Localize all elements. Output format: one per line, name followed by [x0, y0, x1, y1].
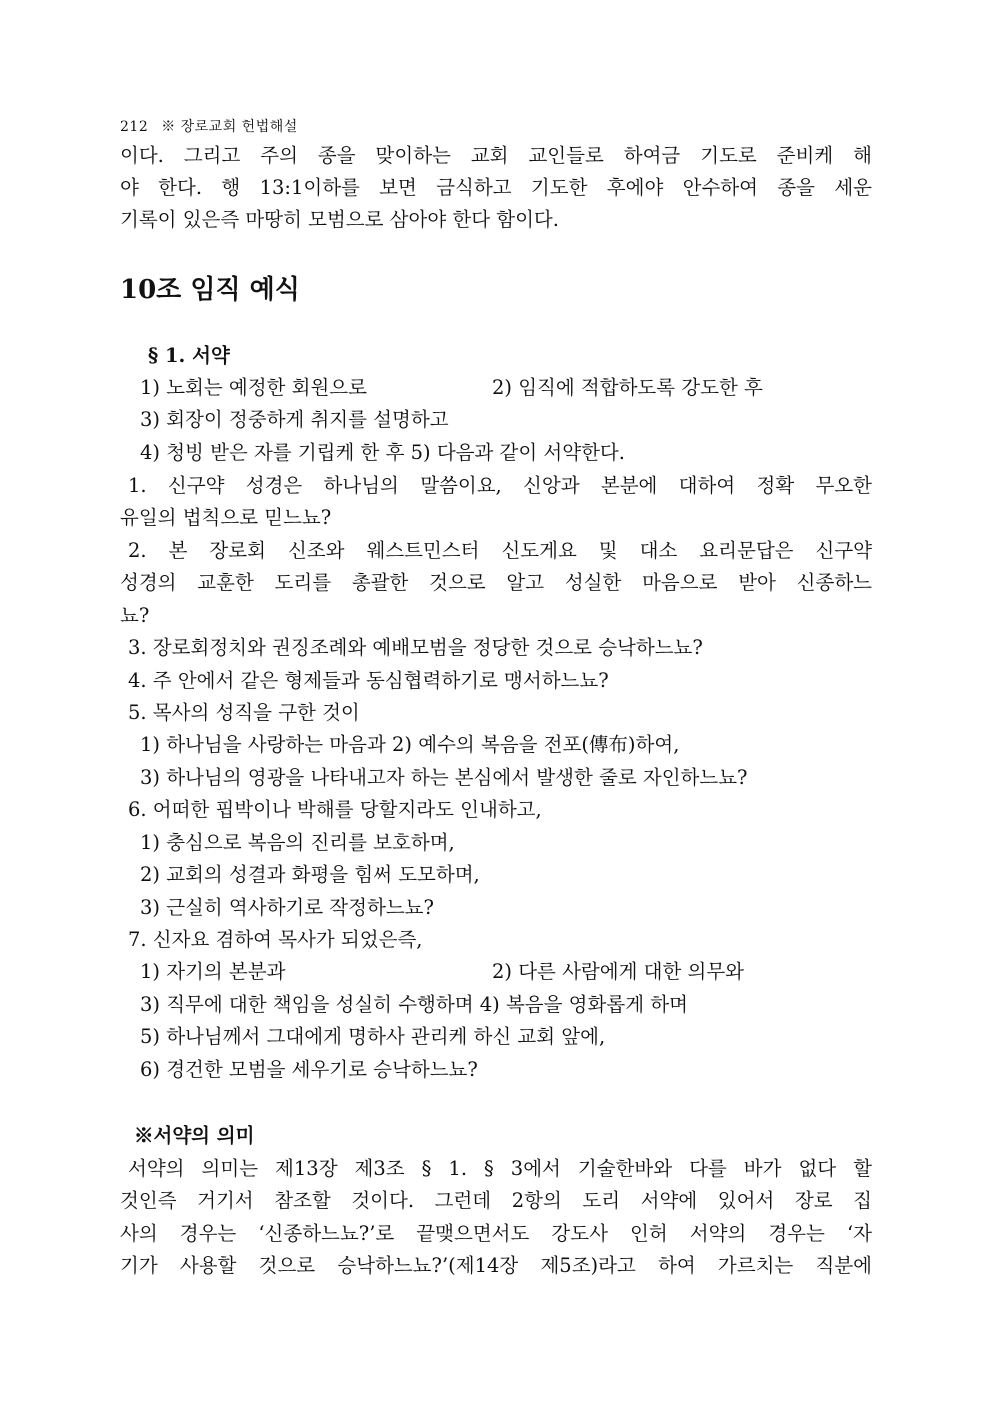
procedure-line: 4) 청빙 받은 자를 기립케 한 후 5) 다음과 같이 서약한다. — [140, 441, 625, 464]
vow-question-6: 6. 어떠한 핍박이나 박해를 당할지라도 인내하고, — [128, 798, 542, 821]
vow-subitem: 3) 근실히 역사하기로 작정하느뇨? — [140, 896, 434, 919]
vow-question-1: 1. 신구약 성경은 하나님의 말씀이요, 신앙과 본분에 대하여 정확 무오한 — [128, 474, 872, 497]
running-title: ※ 장로교회 헌법해설 — [161, 119, 298, 135]
meaning-title: ※서약의 의미 — [134, 1124, 255, 1147]
vow-subitem: 1) 충심으로 복음의 진리를 보호하며, — [140, 831, 455, 854]
vow-question-2-cont: 뇨? — [120, 604, 150, 627]
running-header — [120, 116, 298, 136]
vow-subitem-line — [140, 956, 745, 988]
vow-question-5: 5. 목사의 성직을 구한 것이 — [128, 701, 360, 724]
intro-line: 기록이 있은즉 마땅히 모범으로 삼아야 한다 함이다. — [120, 208, 559, 231]
vow-question-7: 7. 신자요 겸하여 목사가 되었은즉, — [128, 928, 423, 951]
meaning-line: 기가 사용할 것으로 승낙하느뇨?’(제14장 제5조)라고 하여 가르치는 직분에 — [120, 1254, 872, 1277]
intro-line: 야 한다. 행 13:1이하를 보면 금식하고 기도한 후에야 안수하여 종을 세운 — [120, 176, 872, 199]
section-title: § 1. 서약 — [148, 344, 230, 367]
vow-subitem: 3) 직무에 대한 책임을 성실히 수행하며 4) 복음을 영화롭게 하며 — [140, 993, 688, 1016]
meaning-line: 서약의 의미는 제13장 제3조 § 1. § 3에서 기술한바와 다를 바가 없다 할 — [128, 1157, 872, 1180]
article-heading: 10조 임직 예식 — [120, 275, 300, 305]
vow-subitem: 5) 하나님께서 그대에게 명하사 관리케 하신 교회 앞에, — [140, 1025, 606, 1048]
vow-question-1-cont: 유일의 법칙으로 믿느뇨? — [120, 506, 332, 529]
vow-question-2-cont: 성경의 교훈한 도리를 총괄한 것으로 알고 성실한 마음으로 받아 신종하느 — [120, 571, 872, 594]
vow-subitem: 2) 다른 사람에게 대한 의무와 — [492, 960, 745, 983]
meaning-line: 사의 경우는 ‘신종하느뇨?’로 끝맺으면서도 강도사 인허 서약의 경우는 ‘자 — [120, 1222, 872, 1245]
meaning-line: 것인즉 거기서 참조할 것이다. 그런데 2항의 도리 서약에 있어서 장로 집 — [120, 1189, 872, 1212]
vow-question-4: 4. 주 안에서 같은 형제들과 동심협력하기로 맹서하느뇨? — [128, 669, 609, 692]
page-number: 212 — [120, 119, 149, 135]
vow-subitem: 1) 하나님을 사랑하는 마음과 2) 예수의 복음을 전포(傳布)하여, — [140, 733, 680, 756]
procedure-line: 3) 회장이 정중하게 취지를 설명하고 — [140, 408, 449, 431]
vow-subitem: 6) 경건한 모범을 세우기로 승낙하느뇨? — [140, 1058, 478, 1081]
procedure-item: 2) 임직에 적합하도록 강도한 후 — [492, 376, 763, 399]
procedure-item: 1) 노회는 예정한 회원으로 — [140, 376, 367, 399]
vow-question-3: 3. 장로회정치와 권징조례와 예배모범을 정당한 것으로 승낙하느뇨? — [128, 636, 703, 659]
procedure-line — [140, 372, 763, 404]
intro-line: 이다. 그리고 주의 종을 맞이하는 교회 교인들로 하여금 기도로 준비케 해 — [120, 144, 872, 167]
vow-subitem: 2) 교회의 성결과 화평을 힘써 도모하며, — [140, 863, 480, 886]
vow-subitem: 3) 하나님의 영광을 나타내고자 하는 본심에서 발생한 줄로 자인하느뇨? — [140, 766, 748, 789]
vow-question-2: 2. 본 장로회 신조와 웨스트민스터 신도게요 및 대소 요리문답은 신구약 — [128, 539, 872, 562]
vow-subitem: 1) 자기의 본분과 — [140, 960, 286, 983]
